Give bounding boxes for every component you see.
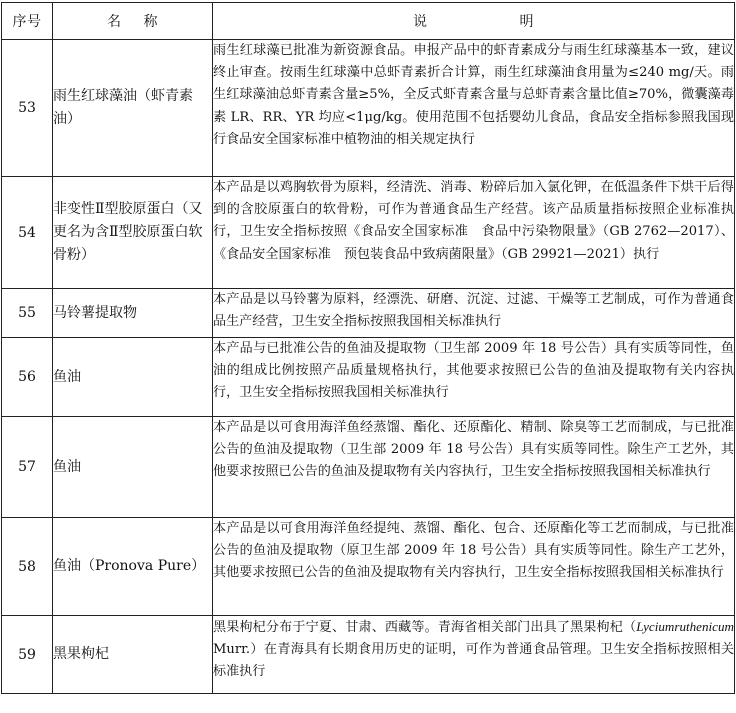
- table-row: [2, 40, 735, 177]
- row-number: 54: [2, 177, 53, 289]
- row-number: 53: [2, 40, 53, 177]
- document-table: [1, 2, 735, 694]
- row-description: [213, 616, 735, 694]
- row-description: 本产品是以可食用海洋鱼经蒸馏、酯化、还原酯化、精制、除臭等工艺而制成，与已批准公告的鱼油及提取物（卫生部 2009 年 18 号公告）具有实质等同性。除生产工艺外，其他要求按照已公告的鱼油及提取物有关内容执行，卫生安全指标按照我国相关标准执行: [213, 417, 735, 518]
- row-number: 55: [2, 289, 53, 338]
- header-desc-char-1: 说: [413, 14, 428, 30]
- row-description: 本产品是以鸡胸软骨为原料，经清洗、消毒、粉碎后加入氯化钾，在低温条件下烘干后得到的含胶原蛋白的软骨粉，可作为普通食品生产经营。该产品质量指标按照企业标准执行，卫生安全指标按照《食品安全国家标准 食品中污染物限量》（GB 2762—2017）、《食品安全国家标准 预包装食品中致病菌限量》（GB 29921—2021）执行: [213, 177, 735, 289]
- header-number: 序号: [2, 3, 53, 40]
- header-name: [53, 3, 213, 40]
- row-name: 雨生红球藻油（虾青素油）: [53, 40, 213, 177]
- row-name: 鱼油: [53, 338, 213, 417]
- row-description: 本产品是以可食用海洋鱼经提纯、蒸馏、酯化、包合、还原酯化等工艺而制成，与已批准公告的鱼油及提取物（原卫生部 2009 年 18 号公告）具有实质等同性。除生产工艺外，其他要求按照已公告的鱼油及提取物有关内容执行，卫生安全指标按照我国相关标准执行: [213, 518, 735, 616]
- table-row: [2, 338, 735, 417]
- table-row: [2, 616, 735, 694]
- table-row: [2, 417, 735, 518]
- row-name: 鱼油: [53, 417, 213, 518]
- row-description: 雨生红球藻已批准为新资源食品。申报产品中的虾青素成分与雨生红球藻基本一致，建议终止审查。按雨生红球藻中总虾青素折合计算，雨生红球藻油食用量为≤240 mg/天。雨生红球藻油总虾青素含量≥5%，全反式虾青素含量与总虾青素含量比值≥70%，微囊藻毒素 LR、RR、YR 均应<1μg/kg。使用范围不包括婴幼儿食品，食品安全指标参照我国现行食品安全国家标准中植物油的相关规定执行: [213, 40, 735, 177]
- desc-text-after: Murr.）在青海具有长期食用历史的证明，可作为普通食品管理。卫生安全指标按照相关标准执行: [213, 642, 734, 680]
- header-desc-char-2: 明: [519, 14, 534, 30]
- row-number: 58: [2, 518, 53, 616]
- scientific-name: Lyciumruthenicum: [636, 619, 734, 634]
- header-row: [2, 3, 735, 40]
- row-name: 鱼油（Pronova Pure）: [53, 518, 213, 616]
- row-number: 56: [2, 338, 53, 417]
- row-number: 57: [2, 417, 53, 518]
- table-row: [2, 518, 735, 616]
- header-description: [213, 3, 735, 40]
- table-row: [2, 177, 735, 289]
- row-description: 本产品与已批准公告的鱼油及提取物（卫生部 2009 年 18 号公告）具有实质等同性，鱼油的组成比例按照产品质量规格执行，其他要求按照已公告的鱼油及提取物有关内容执行，卫生安全指标按照我国相关标准执行: [213, 338, 735, 417]
- desc-text-before: 黑果枸杞分布于宁夏、甘肃、西藏等。青海省相关部门出具了黑果枸杞（: [213, 620, 637, 635]
- row-name: 非变性Ⅱ型胶原蛋白（又更名为含Ⅱ型胶原蛋白软骨粉）: [53, 177, 213, 289]
- header-name-char-2: 称: [143, 14, 158, 30]
- row-name: 马铃薯提取物: [53, 289, 213, 338]
- table-row: [2, 289, 735, 338]
- row-name: 黑果枸杞: [53, 616, 213, 694]
- row-description: 本产品是以马铃薯为原料，经漂洗、研磨、沉淀、过滤、干燥等工艺制成，可作为普通食品生产经营，卫生安全指标按照我国相关标准执行: [213, 289, 735, 338]
- row-number: 59: [2, 616, 53, 694]
- header-name-char-1: 名: [107, 14, 122, 30]
